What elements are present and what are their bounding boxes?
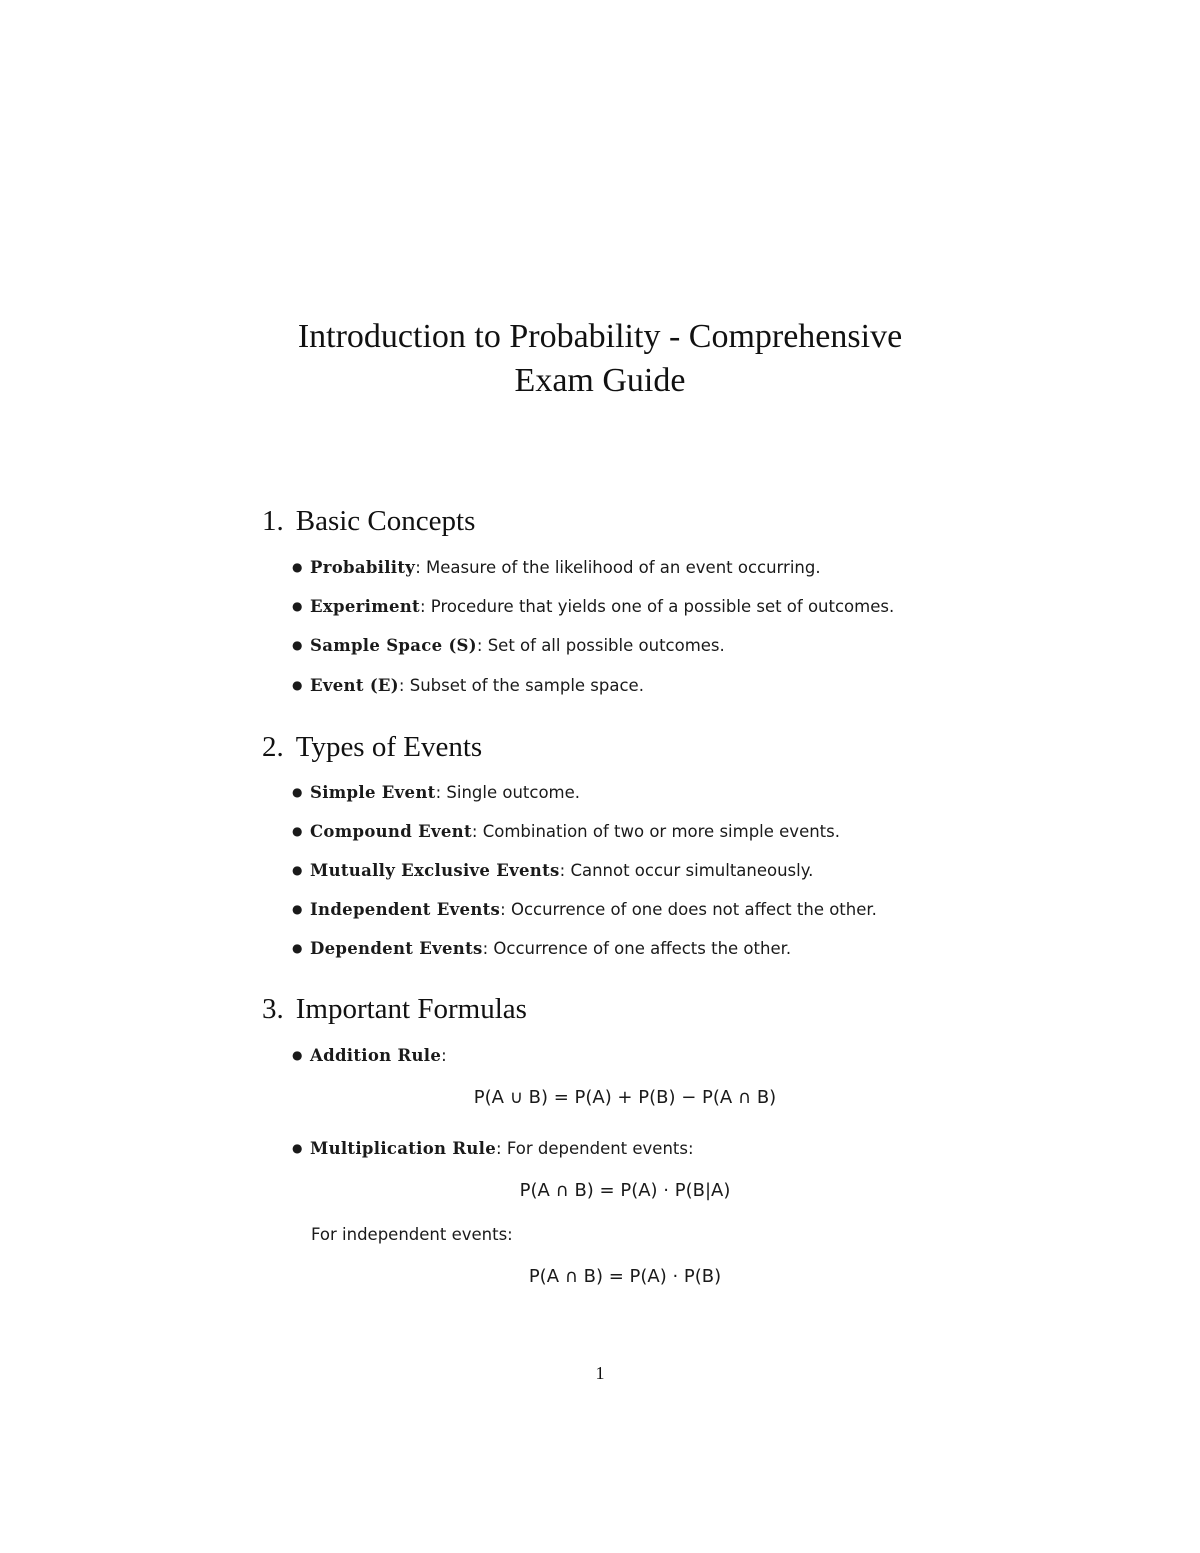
item-description: Single outcome. (446, 783, 581, 802)
bullet-icon: ● (292, 1048, 303, 1062)
list-item-mutually-exclusive: ● Mutually Exclusive Events: Cannot occur simultaneously. (292, 861, 814, 880)
list-item-addition-rule: ● Addition Rule: (292, 1046, 447, 1065)
item-description: Procedure that yields one of a possible set of outcomes. (430, 597, 895, 616)
bullet-icon: ● (292, 1141, 303, 1155)
item-description: For dependent events: (506, 1139, 694, 1158)
section-heading-important-formulas (262, 991, 527, 1027)
list-item-dependent-events: ● Dependent Events: Occurrence of one affects the other. (292, 939, 792, 958)
item-description: Cannot occur simultaneously. (570, 861, 814, 880)
item-term: Multiplication Rule (310, 1139, 497, 1158)
bullet-icon: ● (292, 863, 303, 877)
item-description: Occurrence of one affects the other. (493, 939, 792, 958)
section-title: Basic Concepts (295, 505, 476, 537)
list-item-compound-event: ● Compound Event: Combination of two or more simple events. (292, 822, 840, 841)
formula-multiplication-dependent: P(A ∩ B) = P(A) · P(B|A) (519, 1180, 731, 1201)
list-item-simple-event: ● Simple Event: Single outcome. (292, 783, 581, 802)
section-heading-basic-concepts (262, 503, 475, 539)
list-item-probability: ● Probability: Measure of the likelihood of an event occurring. (292, 558, 821, 577)
section-title: Important Formulas (295, 993, 527, 1025)
item-term: Experiment (310, 597, 420, 616)
list-item-multiplication-rule: ● Multiplication Rule: For dependent events: (292, 1139, 694, 1158)
section-heading-types-of-events (262, 729, 482, 765)
item-term: Dependent Events (310, 939, 483, 958)
list-item-sample-space: ● Sample Space (S): Set of all possible outcomes. (292, 636, 725, 655)
bullet-icon: ● (292, 599, 303, 613)
list-item-event: ● Event (E): Subset of the sample space. (292, 676, 644, 695)
item-description: Set of all possible outcomes. (487, 636, 725, 655)
section-title: Types of Events (295, 731, 483, 763)
page-number: 1 (595, 1363, 605, 1383)
section-number: 3. (262, 993, 284, 1025)
document-title-line-2: Exam Guide (514, 362, 686, 399)
item-description: Subset of the sample space. (409, 676, 644, 695)
bullet-icon: ● (292, 902, 303, 916)
item-term: Addition Rule (310, 1046, 442, 1065)
bullet-icon: ● (292, 941, 303, 955)
bullet-icon: ● (292, 824, 303, 838)
item-term: Mutually Exclusive Events (310, 861, 560, 880)
document-title (0, 315, 1200, 403)
formula-multiplication-independent: P(A ∩ B) = P(A) · P(B) (528, 1266, 722, 1287)
section-number: 1. (262, 505, 284, 537)
item-description: Occurrence of one does not affect the other. (510, 900, 877, 919)
bullet-icon: ● (292, 785, 303, 799)
item-term: Simple Event (310, 783, 436, 802)
formula-addition-rule: P(A ∪ B) = P(A) + P(B) − P(A ∩ B) (473, 1087, 777, 1108)
item-term: Event (E) (310, 676, 399, 695)
item-description: Combination of two or more simple events. (482, 822, 840, 841)
bullet-icon: ● (292, 560, 303, 574)
list-item-experiment: ● Experiment: Procedure that yields one of a possible set of outcomes. (292, 597, 895, 616)
item-term: Probability (310, 558, 416, 577)
document-title-line-1: Introduction to Probability - Comprehensive (297, 318, 903, 355)
section-number: 2. (262, 731, 284, 763)
item-term: Sample Space (S) (310, 636, 477, 655)
bullet-icon: ● (292, 638, 303, 652)
independent-events-note: For independent events: (311, 1225, 513, 1244)
item-term: Independent Events (310, 900, 501, 919)
item-description: Measure of the likelihood of an event occurring. (426, 558, 821, 577)
bullet-icon: ● (292, 678, 303, 692)
item-term: Compound Event (310, 822, 472, 841)
list-item-independent-events: ● Independent Events: Occurrence of one does not affect the other. (292, 900, 877, 919)
